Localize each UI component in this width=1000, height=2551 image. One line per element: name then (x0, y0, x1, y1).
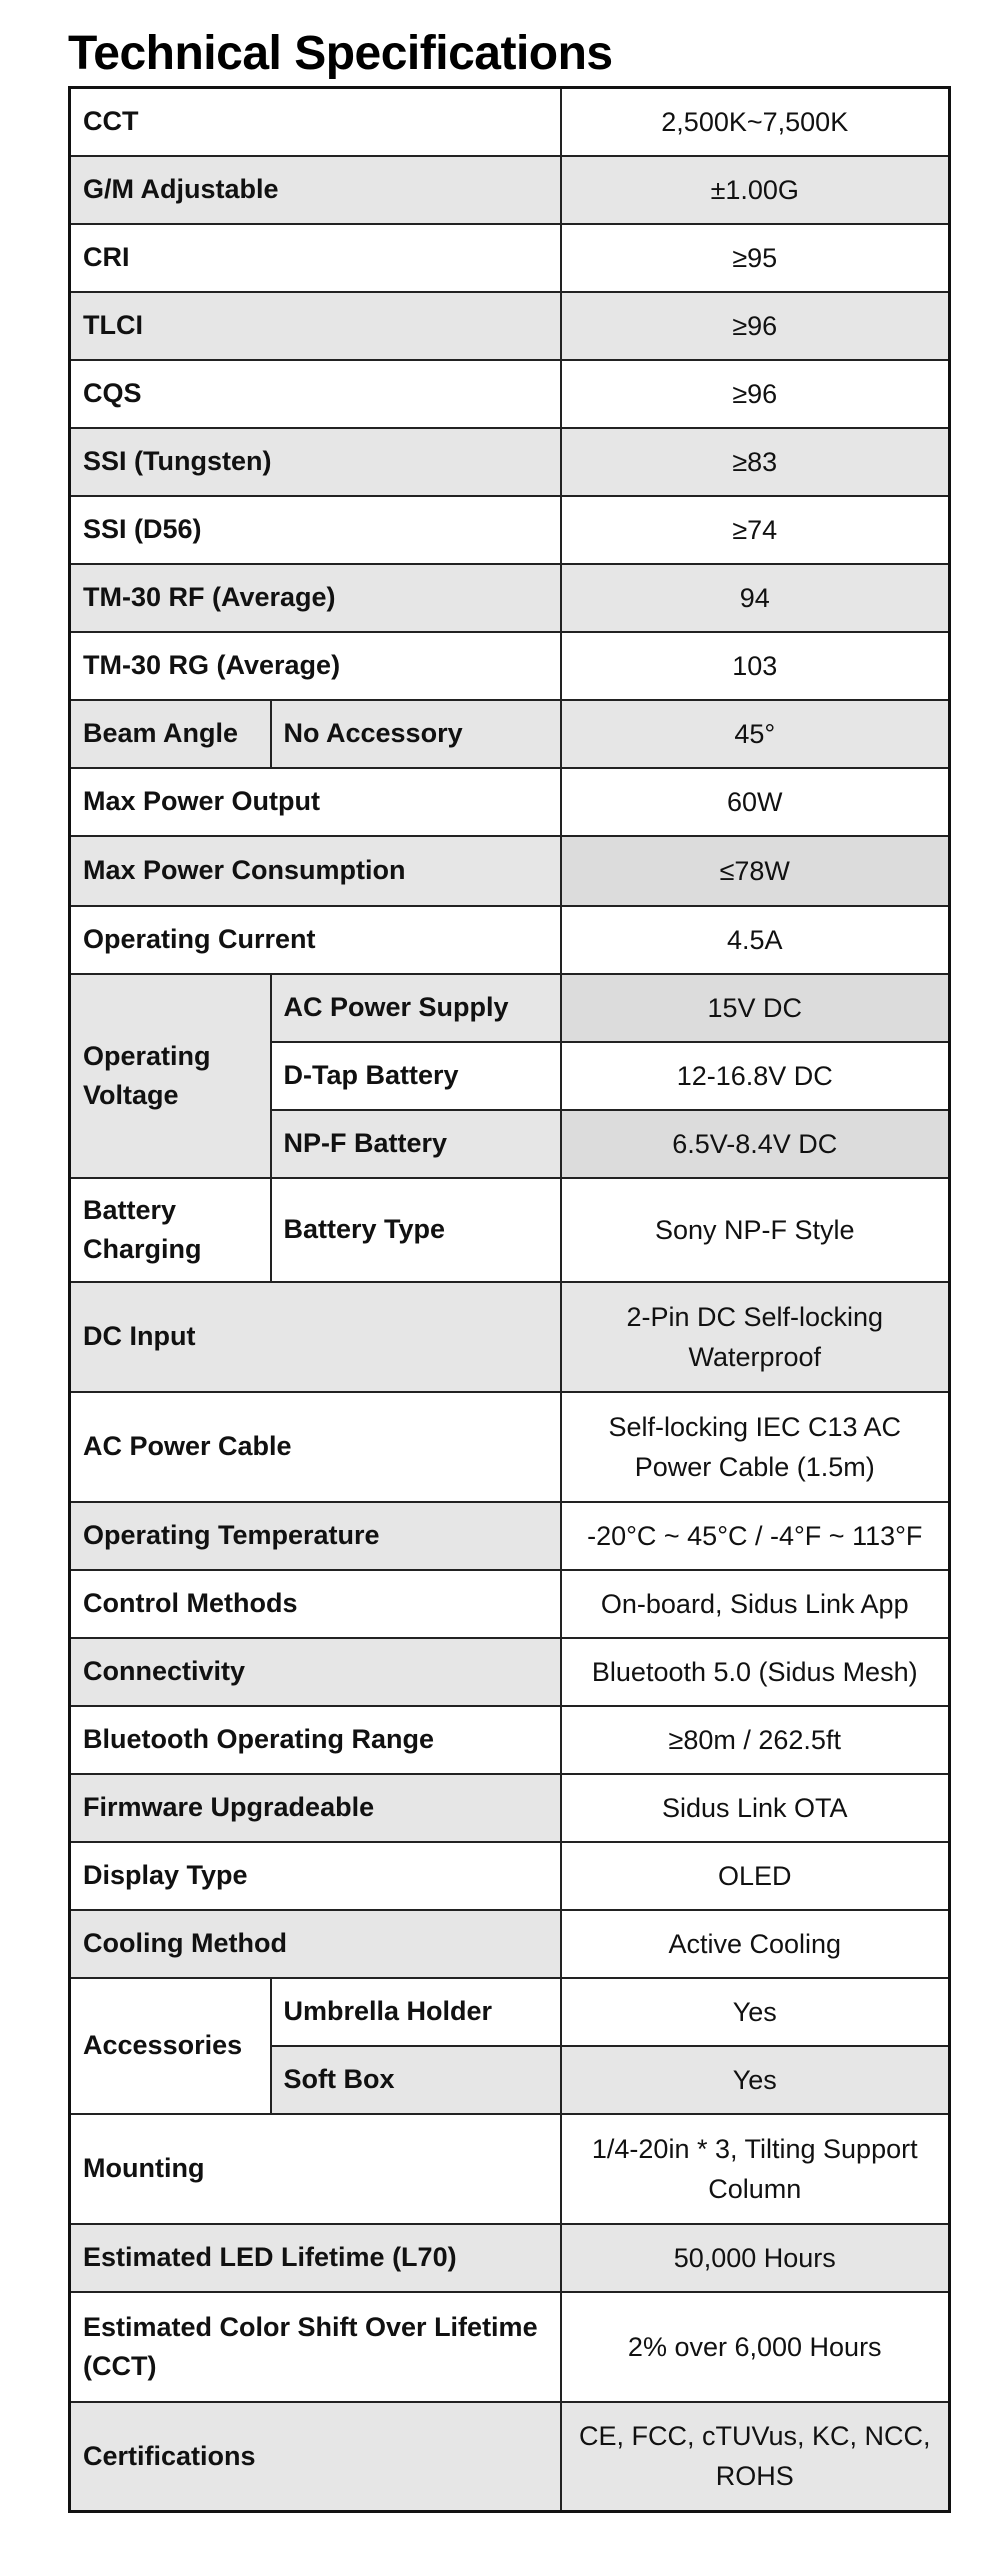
spec-value: 12-16.8V DC (561, 1042, 950, 1110)
spec-row-tm30-rg (70, 632, 950, 700)
spec-label: Operating Temperature (70, 1502, 561, 1570)
spec-value: 4.5A (561, 906, 950, 974)
spec-value: 103 (561, 632, 950, 700)
spec-sublabel: NP-F Battery (271, 1110, 561, 1178)
spec-value: OLED (561, 1842, 950, 1910)
spec-row-tm30-rf (70, 564, 950, 632)
spec-value: ≤78W (561, 836, 950, 906)
spec-row-firmware (70, 1774, 950, 1842)
spec-label: CCT (70, 88, 561, 156)
spec-sublabel: Soft Box (271, 2046, 561, 2114)
spec-row-operating-current (70, 906, 950, 974)
spec-label: Control Methods (70, 1570, 561, 1638)
spec-label: Bluetooth Operating Range (70, 1706, 561, 1774)
spec-value: 15V DC (561, 974, 950, 1042)
spec-label: Battery Charging (70, 1178, 271, 1282)
spec-value: ±1.00G (561, 156, 950, 224)
spec-label: CRI (70, 224, 561, 292)
spec-row-battery-charging (70, 1178, 950, 1282)
spec-sublabel: Umbrella Holder (271, 1978, 561, 2046)
spec-label: Connectivity (70, 1638, 561, 1706)
spec-value: 2-Pin DC Self-locking Waterproof (561, 1282, 950, 1392)
spec-row-display-type (70, 1842, 950, 1910)
spec-row-tlci (70, 292, 950, 360)
spec-sublabel: D-Tap Battery (271, 1042, 561, 1110)
spec-label: G/M Adjustable (70, 156, 561, 224)
spec-row-max-power-consumption (70, 836, 950, 906)
spec-label: Mounting (70, 2114, 561, 2224)
spec-label: Max Power Consumption (70, 836, 561, 906)
spec-row-bluetooth-range (70, 1706, 950, 1774)
spec-label: Accessories (70, 1978, 271, 2114)
spec-label: SSI (Tungsten) (70, 428, 561, 496)
spec-row-gm (70, 156, 950, 224)
spec-row-operating-voltage-ac (70, 974, 950, 1042)
spec-value: Yes (561, 2046, 950, 2114)
spec-label: Certifications (70, 2402, 561, 2512)
spec-value: -20°C ~ 45°C / -4°F ~ 113°F (561, 1502, 950, 1570)
spec-value: 60W (561, 768, 950, 836)
spec-value: 2,500K~7,500K (561, 88, 950, 156)
spec-label: Operating Voltage (70, 974, 271, 1178)
spec-row-ssi-tungsten (70, 428, 950, 496)
spec-value: ≥96 (561, 360, 950, 428)
spec-row-beam-angle (70, 700, 950, 768)
spec-row-cooling-method (70, 1910, 950, 1978)
spec-row-control-methods (70, 1570, 950, 1638)
spec-sublabel: AC Power Supply (271, 974, 561, 1042)
spec-sublabel: No Accessory (271, 700, 561, 768)
spec-label: TM-30 RG (Average) (70, 632, 561, 700)
spec-label: TM-30 RF (Average) (70, 564, 561, 632)
spec-value: Yes (561, 1978, 950, 2046)
spec-label: Operating Current (70, 906, 561, 974)
spec-value: ≥80m / 262.5ft (561, 1706, 950, 1774)
spec-row-cct (70, 88, 950, 156)
spec-row-connectivity (70, 1638, 950, 1706)
spec-row-cqs (70, 360, 950, 428)
spec-row-accessories-umbrella (70, 1978, 950, 2046)
spec-label: Display Type (70, 1842, 561, 1910)
spec-value: Sony NP-F Style (561, 1178, 950, 1282)
spec-row-ssi-d56 (70, 496, 950, 564)
spec-value: ≥95 (561, 224, 950, 292)
spec-value: ≥83 (561, 428, 950, 496)
spec-label: AC Power Cable (70, 1392, 561, 1502)
spec-value: ≥74 (561, 496, 950, 564)
spec-value: Sidus Link OTA (561, 1774, 950, 1842)
spec-row-cri (70, 224, 950, 292)
spec-label: Estimated Color Shift Over Lifetime (CCT) (70, 2292, 561, 2402)
spec-label: Firmware Upgradeable (70, 1774, 561, 1842)
spec-value: 2% over 6,000 Hours (561, 2292, 950, 2402)
spec-row-dc-input (70, 1282, 950, 1392)
spec-label: SSI (D56) (70, 496, 561, 564)
spec-row-ac-power-cable (70, 1392, 950, 1502)
spec-value: On-board, Sidus Link App (561, 1570, 950, 1638)
spec-value: CE, FCC, cTUVus, KC, NCC, ROHS (561, 2402, 950, 2512)
spec-value: Active Cooling (561, 1910, 950, 1978)
spec-row-operating-temperature (70, 1502, 950, 1570)
spec-value: Bluetooth 5.0 (Sidus Mesh) (561, 1638, 950, 1706)
spec-value: 1/4-20in * 3, Tilting Support Column (561, 2114, 950, 2224)
spec-sublabel: Battery Type (271, 1178, 561, 1282)
spec-row-mounting (70, 2114, 950, 2224)
spec-label: TLCI (70, 292, 561, 360)
spec-label: Estimated LED Lifetime (L70) (70, 2224, 561, 2292)
spec-row-max-power-output (70, 768, 950, 836)
spec-row-led-lifetime (70, 2224, 950, 2292)
spec-value: 50,000 Hours (561, 2224, 950, 2292)
spec-value: ≥96 (561, 292, 950, 360)
spec-row-color-shift (70, 2292, 950, 2402)
spec-value: Self-locking IEC C13 AC Power Cable (1.5m) (561, 1392, 950, 1502)
spec-label: CQS (70, 360, 561, 428)
spec-value: 94 (561, 564, 950, 632)
spec-label: Beam Angle (70, 700, 271, 768)
spec-value: 6.5V-8.4V DC (561, 1110, 950, 1178)
spec-label: Cooling Method (70, 1910, 561, 1978)
spec-label: DC Input (70, 1282, 561, 1392)
spec-row-certifications (70, 2402, 950, 2512)
page-title: Technical Specifications (68, 27, 613, 80)
spec-table (68, 86, 951, 2513)
spec-value: 45° (561, 700, 950, 768)
spec-label: Max Power Output (70, 768, 561, 836)
